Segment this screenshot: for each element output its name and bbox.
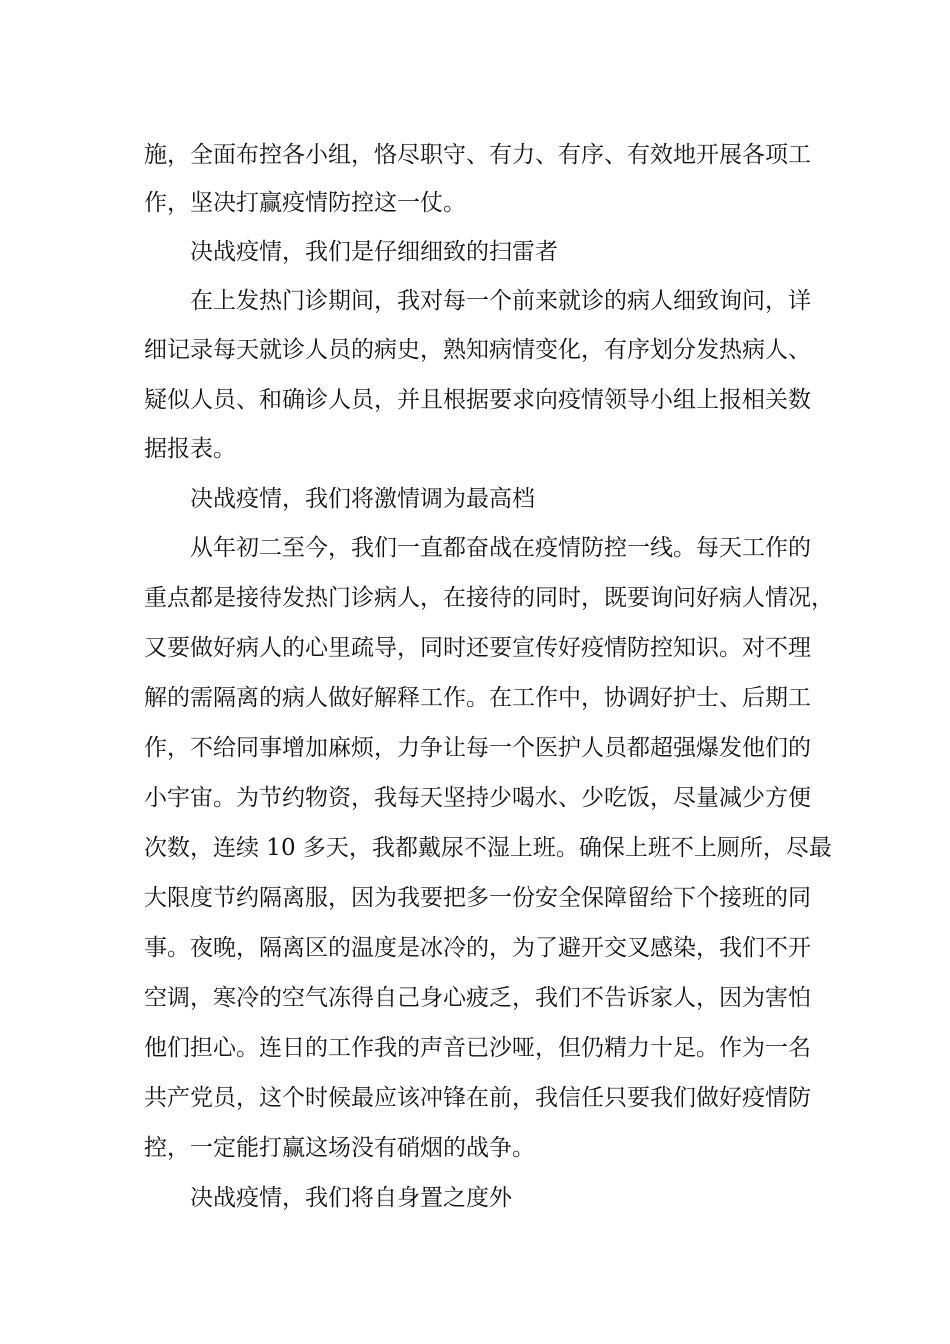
text-line: 施，全面布控各小组，恪尽职守、有力、有序、有效地开展各项工 [144,142,811,168]
text-line: 据报表。 [144,436,236,462]
text-line: 空调，寒冷的空气冻得自己身心疲乏，我们不告诉家人，因为害怕 [144,985,811,1011]
text-line: 大限度节约隔离服，因为我要把多一份安全保障留给下个接班的同 [144,885,811,911]
text-line: 作，不给同事增加麻烦，力争让每一个医护人员都超强爆发他们的 [144,735,811,761]
text-line: 控，一定能打赢这场没有硝烟的战争。 [144,1135,535,1161]
paragraph-first-line: 在上发热门诊期间，我对每一个前来就诊的病人细致询问，详 [190,288,811,314]
text-line: 重点都是接待发热门诊病人，在接待的同时，既要询问好病人情况， [144,585,834,611]
text-line: 共产党员，这个时候最应该冲锋在前，我信任只要我们做好疫情防 [144,1085,811,1111]
section-heading: 决战疫情，我们将自身置之度外 [190,1185,512,1211]
text-line: 细记录每天就诊人员的病史，熟知病情变化，有序划分发热病人、 [144,337,811,363]
text-line: 又要做好病人的心里疏导，同时还要宣传好疫情防控知识。对不理 [144,635,811,661]
section-heading: 决战疫情，我们将激情调为最高档 [190,486,535,512]
paragraph-first-line: 从年初二至今，我们一直都奋战在疫情防控一线。每天工作的 [190,535,811,561]
text-line: 解的需隔离的病人做好解释工作。在工作中，协调好护士、后期工 [144,685,811,711]
text-line: 作，坚决打赢疫情防控这一仗。 [144,190,466,216]
text-line: 疑似人员、和确诊人员，并且根据要求向疫情领导小组上报相关数 [144,387,811,413]
text-line: 小宇宙。为节约物资，我每天坚持少喝水、少吃饭，尽量减少方便 [144,785,811,811]
section-heading: 决战疫情，我们是仔细细致的扫雷者 [190,239,558,265]
text-line: 事。夜晚，隔离区的温度是冰冷的，为了避开交叉感染，我们不开 [144,935,811,961]
text-line: 次数，连续 10 多天，我都戴尿不湿上班。确保上班不上厕所，尽最 [144,835,832,861]
text-line: 他们担心。连日的工作我的声音已沙哑，但仍精力十足。作为一名 [144,1035,811,1061]
